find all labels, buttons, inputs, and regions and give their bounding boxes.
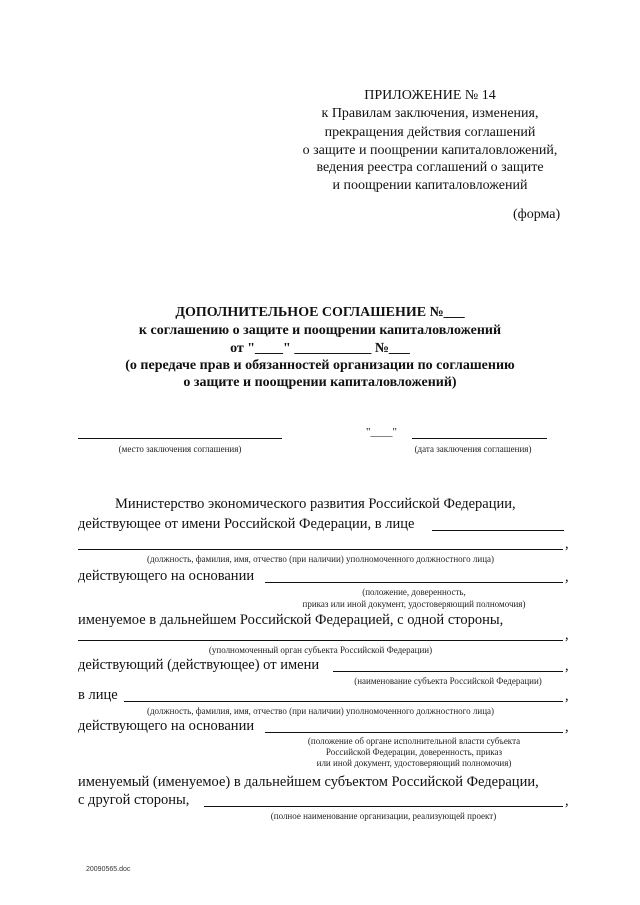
agreement-subtitle: к соглашению о защите и поощрении капиталовложений bbox=[138, 323, 502, 338]
basis-caption-2: приказ или иной документ, удостоверяющий полномочия) bbox=[302, 599, 526, 609]
subject-org-caption: (уполномоченный орган субъекта Российской Федерации) bbox=[208, 645, 433, 655]
subject-org-line bbox=[78, 640, 563, 641]
appendix-line: прекращения действия соглашений bbox=[324, 125, 536, 140]
basis2-caption-3: или иной документ, удостоверяющий полномочия) bbox=[316, 758, 512, 768]
comma: , bbox=[565, 569, 569, 585]
date-quotes: "____" bbox=[366, 426, 397, 438]
basis2-line bbox=[265, 732, 563, 733]
place-caption: (место заключения соглашения) bbox=[118, 444, 242, 454]
official2-line bbox=[124, 701, 563, 702]
comma: , bbox=[565, 688, 569, 704]
subject-name-caption: (наименование субъекта Российской Федерации) bbox=[354, 676, 542, 686]
agreement-purpose-line2: о защите и поощрении капиталовложений) bbox=[183, 375, 457, 390]
comma: , bbox=[565, 719, 569, 735]
person-line bbox=[432, 530, 564, 531]
basis2-caption-2: Российской Федерации, доверенность, приказ bbox=[325, 747, 503, 757]
basis2-caption-1: (положение об органе исполнительной власти субъекта bbox=[307, 736, 521, 746]
hereinafter-rf: именуемое в дальнейшем Российской Федерацией, с одной стороны, bbox=[78, 612, 504, 628]
comma: , bbox=[565, 627, 569, 643]
agreement-purpose-line1: (о передаче прав и обязанностей организации по соглашению bbox=[125, 358, 515, 373]
appendix-line: ведения реестра соглашений о защите bbox=[316, 160, 544, 175]
acting-on-basis-2: действующего на основании bbox=[78, 718, 255, 734]
acting-on-basis: действующего на основании bbox=[78, 568, 255, 584]
hereinafter-subject: именуемый (именуемое) в дальнейшем субъектом Российской Федерации, bbox=[78, 774, 539, 790]
agreement-date-number: от "____" ___________ №___ bbox=[230, 341, 410, 356]
official-line bbox=[78, 549, 563, 550]
subject-name-line bbox=[333, 671, 563, 672]
basis-line bbox=[265, 582, 563, 583]
acting-on-behalf-rf: действующее от имени Российской Федерации, в лице bbox=[78, 516, 415, 532]
appendix-line: о защите и поощрении капиталовложений, bbox=[302, 143, 558, 158]
official2-caption: (должность, фамилия, имя, отчество (при наличии) уполномоченного должностного лица) bbox=[146, 706, 495, 716]
appendix-title: ПРИЛОЖЕНИЕ № 14 bbox=[364, 88, 496, 103]
official-caption: (должность, фамилия, имя, отчество (при наличии) уполномоченного должностного лица) bbox=[146, 554, 495, 564]
appendix-line: и поощрении капиталовложений bbox=[332, 178, 528, 193]
comma: , bbox=[565, 658, 569, 674]
place-line bbox=[78, 438, 282, 439]
org-line bbox=[204, 806, 563, 807]
in-person: в лице bbox=[78, 687, 118, 703]
basis-caption-1: (положение, доверенность, bbox=[362, 587, 466, 597]
org-caption: (полное наименование организации, реализующей проект) bbox=[270, 811, 497, 821]
comma: , bbox=[565, 793, 569, 809]
form-label: (форма) bbox=[513, 207, 561, 222]
date-line bbox=[412, 438, 547, 439]
agreement-title: ДОПОЛНИТЕЛЬНОЕ СОГЛАШЕНИЕ №___ bbox=[175, 305, 465, 320]
footer-filename: 20090565.doc bbox=[86, 866, 131, 873]
other-side: с другой стороны, bbox=[78, 792, 190, 808]
acting-on-behalf-subject: действующий (действующее) от имени bbox=[78, 657, 320, 673]
appendix-line: к Правилам заключения, изменения, bbox=[321, 106, 539, 121]
comma: , bbox=[565, 536, 569, 552]
ministry-line: Министерство экономического развития Российской Федерации, bbox=[115, 496, 516, 512]
date-caption: (дата заключения соглашения) bbox=[414, 444, 532, 454]
